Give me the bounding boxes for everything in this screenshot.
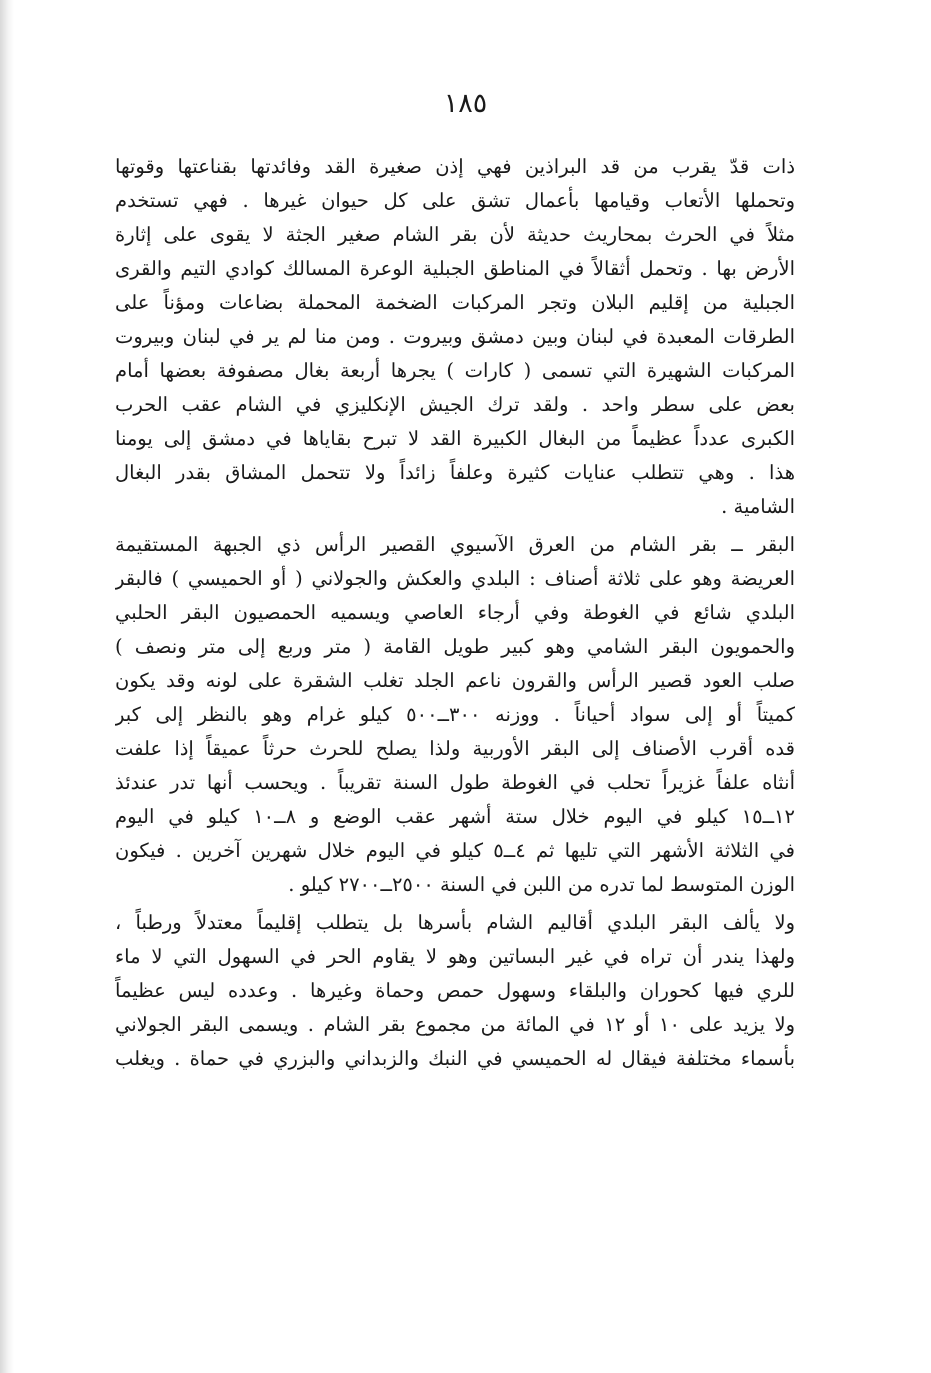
text-line: الأرض بها . وتحمل أثقالاً في المناطق الجبلية الوعرة المسالك كوادي التيم والقرى bbox=[115, 257, 795, 280]
text-line: بعض على سطر واحد . ولقد ترك الجيش الإنكليزي في الشام عقب الحرب bbox=[115, 393, 795, 416]
text-line: بأسماء مختلفة فيقال له الحميسي في النبك والزبداني والبزري في حماة . ويغلب bbox=[115, 1047, 795, 1070]
text-line: والحمويون البقر الشامي وهو كبير طويل القامة ( متر وربع إلى متر ونصف ) bbox=[115, 635, 795, 658]
text-line: للري فيها كحوران والبلقاء وسهول حمص وحماة وغيرها . وعدده ليس عظيماً bbox=[115, 979, 795, 1002]
page-number: ١٨٥ bbox=[443, 88, 488, 119]
text-line: قده أقرب الأصناف إلى البقر الأوربية ولذا يصلح للحرث حرثاً عميقاً إذا علفت bbox=[115, 737, 795, 760]
text-line: كميتاً أو إلى سواد أحياناً . ووزنه ٣٠٠ــ٥٠٠ كيلو غرام وهو بالنظر إلى كبر bbox=[115, 703, 795, 726]
text-line: المركبات الشهيرة التي تسمى ( كارات ) يجرها أربعة بغال مصفوفة بعضها أمام bbox=[115, 359, 795, 382]
paragraph-mules bbox=[115, 150, 795, 524]
text-line: العريضة وهو على ثلاثة أصناف : البلدي والعكش والجولاني ( أو الحميسي ) فالبقر bbox=[115, 567, 795, 590]
text-line: في الثلاثة الأشهر التي تليها ثم ٤ــ٥ كيلو في اليوم خلال شهرين آخرين . فيكون bbox=[115, 839, 795, 862]
text-line: البلدي شائع في الغوطة وفي أرجاء العاصي ويسميه الحمصيون البقر الحلبي bbox=[115, 601, 795, 624]
text-line: هذا . وهي تتطلب عنايات كثيرة وعلفاً زائداً ولا تتحمل المشاق بقدر البغال bbox=[115, 461, 795, 484]
text-line: ولا يألف البقر البلدي أقاليم الشام بأسرها بل يتطلب إقليماً معتدلاً ورطباً ، bbox=[115, 911, 795, 934]
text-line: صلب العود قصير الرأس والقرون ناعم الجلد تغلب الشقرة على لونه وقد يكون bbox=[115, 669, 795, 692]
text-line: أنثاه علفاً غزيراً تحلب في الغوطة طول السنة تقريباً . ويحسب أنها تدر عندئذ bbox=[115, 771, 795, 794]
text-line: الوزن المتوسط لما تدره من اللبن في السنة ٢٥٠٠ــ٢٧٠٠ كيلو . bbox=[288, 873, 795, 896]
page-spine-shadow bbox=[0, 0, 14, 1373]
text-line: ولا يزيد على ١٠ أو ١٢ في المائة من مجموع بقر الشام . ويسمى البقر الجولاني bbox=[115, 1013, 795, 1036]
text-line: الشامية . bbox=[721, 495, 795, 518]
text-line: الجبلية من إقليم البلان وتجر المركبات الضخمة المحملة بضاعات ومؤناً على bbox=[115, 291, 795, 314]
text-line: ذات قدّ يقرب من قد البراذين فهي إذن صغيرة القد وفائدتها بقناعتها وقوتها bbox=[115, 155, 795, 178]
paragraph-cattle bbox=[115, 528, 795, 902]
text-line: وتحملها الأتعاب وقيامها بأعمال تشق على كل حيوان غيرها . فهي تستخدم bbox=[115, 189, 795, 212]
text-line: ١٢ــ١٥ كيلو في اليوم خلال ستة أشهر عقب الوضع و ٨ــ١٠ كيلو في اليوم bbox=[115, 805, 795, 828]
text-line: الكبرى عدداً عظيماً من البغال الكبيرة القد لا تبرح بقاياها في دمشق إلى يومنا bbox=[115, 427, 795, 450]
text-line: البقر ــ بقر الشام من العرق الآسيوي القصير الرأس ذي الجبهة المستقيمة bbox=[115, 533, 795, 556]
body-text bbox=[115, 150, 795, 1076]
text-line: الطرقات المعبدة في لبنان وبين دمشق وبيروت . ومن منا لم ير في لبنان وبيروت bbox=[115, 325, 795, 348]
text-line: مثلاً في الحرث بمحاريث حديثة لأن بقر الشام صغير الجثة لا يقوى على إثارة bbox=[115, 223, 795, 246]
paragraph-local-cattle bbox=[115, 906, 795, 1076]
text-line: ولهذا يندر أن تراه في غير البساتين وهو لا يقاوم الحر في السهول التي لا ماء bbox=[115, 945, 795, 968]
